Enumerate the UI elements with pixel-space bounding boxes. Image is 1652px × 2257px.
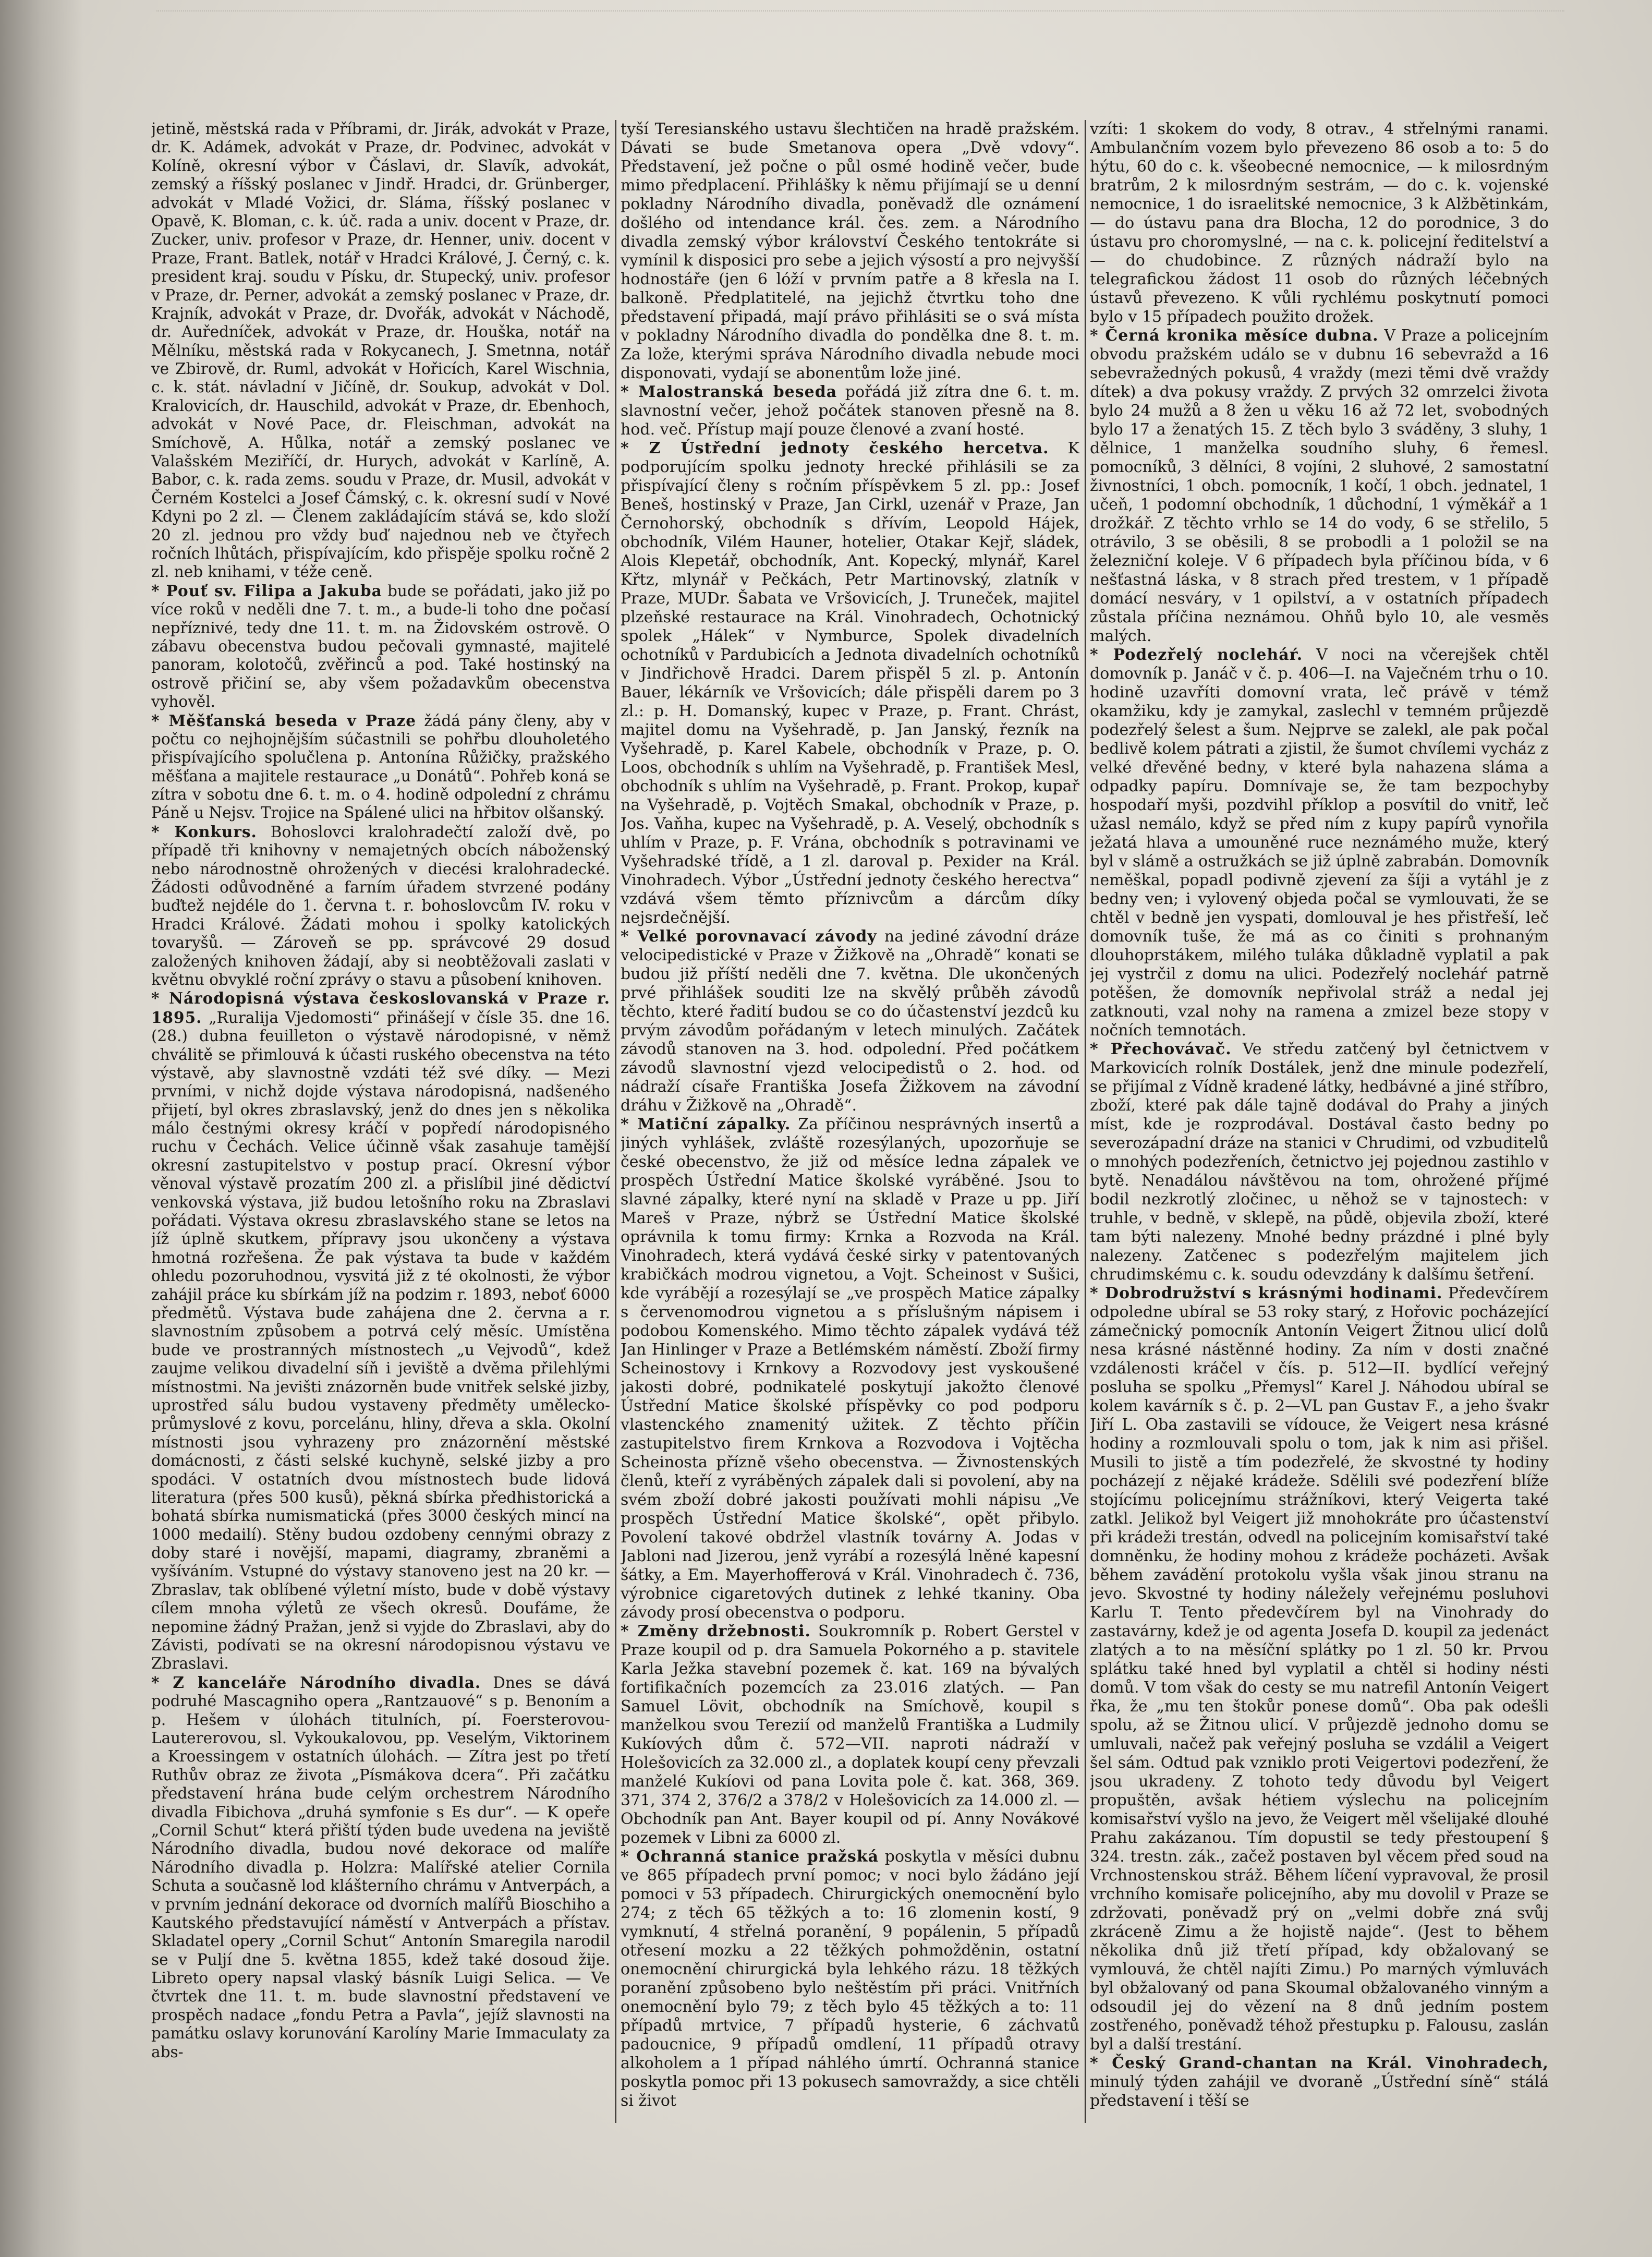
text-column-right [1090,120,1549,2123]
article-heading: * Měšťanská beseda v Praze [151,711,417,730]
article-text: vzíti: 1 skokem do vody, 8 otrav., 4 střelnými ranami. Ambulančním vozem bylo převezeno 86 osob a to: 5 do hýtu, 60 do c. k. všeobecné nemocnice, — k milosrdným bratrům, 2 k milosrdným sestrám, — do c. k. vojenské nemocnice, 1 do israelitské nemocnice, 3 k Alžbětinkám, — do ústavu pana dra Blocha, 12 do porodnice, 3 do ústavu pro choromyslné, — na c. k. policejní ředitelství a — do chudobince. Z různých nádraží bylo na telegrafickou žádost 11 osob do různých léčebných ústavů převezeno. K vůli rychlému poskytnutí pomoci bylo v 15 případech použito drožek. [1090,120,1549,326]
article-text: Soukromník p. Robert Gerstel v Praze koupil od p. dra Samuela Pokorného a p. stavitele Karla Ježka stavební pozemek č. kat. 169 na bývalých fortifikačních pozemcích za 23.016 zlatých. — Pan Samuel Lövit, obchodník na Smíchově, koupil s manželkou svou Terezií od manželů Františka a Ludmily Kukíových dům č. 572—VII. naproti nádraží v Holešovicích za 32.000 zl., a doplatek koupí ceny převzali manželé Kukíovi od pana Lovita pole č. kat. 368, 369. 371, 374 2, 376/2 a 378/2 v Holešovicích za 14.000 zl. — Obchodník pan Ant. Bayer koupil od pí. Anny Novákové pozemek v Libni za 6000 zl. [621,1622,1079,1847]
article-heading: * Z kanceláře Národního divadla. [151,1673,481,1692]
article-heading: * Pouť sv. Filipa a Jakuba [151,581,382,600]
text-column-left [151,120,610,2123]
article-heading: * Dobrodružství s krásnými hodinami. [1090,1284,1443,1302]
article-heading: * Změny držebnosti. [621,1622,811,1640]
article-heading: * Přechovávač. [1090,1040,1232,1058]
article-paragraph [621,927,1079,1115]
article-paragraph [1090,1284,1549,2054]
article-paragraph [1090,120,1549,327]
article-text: na jediné závodní dráze velocipedistické v Praze v Žižkově na „Ohradě“ konati se budou již příští neděli dne 7. května. Dle ukončených prvé přihlášek souditi lze na skvělý průběh závodů těchto, které řadití budou se co do účastenství jezdců ku prvým závodům pořádaným v letech minulých. Začátek závodů stanoven na 3. hod. odpolední. Před počátkem závodů slavnostní vjezd velocipedistů o 2. hod. od nádraží císaře Františka Josefa Žižkovem na závodní dráhu v Žižkově na „Ohradě“. [621,927,1079,1115]
text-column-middle [621,120,1079,2123]
article-heading: * Ochranná stanice pražská [621,1848,879,1866]
article-text: V noci na včerejšek chtěl domovník p. Janáč v č. p. 406—I. na Vaječném trhu o 10. hodině uzavříti domovní vrata, leč právě v témž okamžiku, kdy je zamykal, zaslechl v temném průjezdě podezřelý šelest a šum. Nejprve se zalekl, ale pak počal bedlivě kolem pátrati a zjistil, že šumot chvílemi vycház z velké dřevěné bedny, v které byla nahazena sláma a odpadky papíru. Domnívaje se, že tam bezpochyby hospodaří myši, pozdvihl příklop a posvítil do vnitř, leč užasl nemálo, když se před ním z kupy papírů vynořila ježatá hlava a umouněné ruce neznámého muže, který byl v slámě a ostružkách se již úplně zabrabán. Domovník neměškal, popadl podivně zjevení za šíji a vytáhl je z bedny ven; i vylovený objeda počal se vymlouvati, že se chtěl v bedně jen vyspati, domlouval je hes přistřeší, leč domovník tuše, že má as co činiti s prohnaným dlouhoprstákem, milého tuláka důkladně vyplatil a pak jej vystrčil z domu na ulici. Podezřelý nocleháŕ patrně potěšen, že domovník nepřivolal stráž a nedal jej zatknouti, vzal nohy na ramena a zmizel beze stopy v nočních temnotách. [1090,646,1549,1040]
article-text: jetině, městská rada v Příbrami, dr. Jirák, advokát v Praze, dr. K. Adámek, advokát v Praze, dr. Podvinec, advokát v Kolíně, okresní výbor v Čáslavi, dr. Slavík, advokát, zemský a říšský poslanec v Jindř. Hradci, dr. Grünberger, advokát v Mladé Vožici, dr. Sláma, říšský poslanec v Opavě, K. Bloman, c. k. úč. rada a univ. docent v Praze, dr. Zucker, univ. profesor v Praze, dr. Henner, univ. docent v Praze, Frant. Batlek, notář v Hradci Králové, J. Černý, c. k. president kraj. soudu v Písku, dr. Stupecký, univ. profesor v Praze, dr. Perner, advokát a zemský poslanec v Praze, dr. Krajník, advokát v Praze, dr. Dvořák, advokát v Náchodě, dr. Auředníček, advokát v Praze, dr. Houška, notář na Mělníku, městská rada v Rokycanech, J. Smetnna, notář ve Zbirově, dr. Ruml, advokát v Hořicích, Karel Wischnia, c. k. stát. návladní v Jičíně, dr. Soukup, advokát v Dol. Kralovicích, dr. Hauschild, advokát v Praze, dr. Ebenhoch, advokát v Nové Pace, dr. Fleischman, advokát na Smíchově, A. Hůlka, notář a zemský poslanec ve Valašském Meziříčí, dr. Hurych, advokát v Karlíně, A. Babor, c. k. rada zems. soudu v Praze, dr. Musil, advokát v Černém Kostelci a Josef Čámský, c. k. okresní sudí v Nové Kdyni po 2 zl. — Členem zakládajícím stává se, kdo složí 20 zl. jednou pro vždy buď najednou neb ve čtyřech ročních lhůtách, přispívajícím, kdo přispěje spolku ročně 2 zl. neb knihami, v téže ceně. [151,120,610,581]
article-text: minulý týden zahájil ve dvoraně „Ústřední síně“ stálá představení i těší se [1090,2073,1549,2110]
article-heading: * Malostranská beseda [621,383,837,401]
article-paragraph [621,1622,1079,1848]
article-paragraph [1090,327,1549,646]
article-paragraph [621,439,1079,927]
article-paragraph [621,383,1079,439]
article-text: pořádá již zítra dne 6. t. m. slavnostní večer, jehož počátek stanoven přesně na 8. hod. več. Přístup mají pouze členové a zvaní hosté. [621,383,1079,439]
article-text: tyší Teresianského ustavu šlechtičen na hradě pražském. Dávati se bude Smetanova opera „Dvě vdovy“. Představení, jež počne o půl osmé hodině večer, bude mimo předplacení. Přihlášky k němu přijímají se u denní pokladny Národního divadla, poněvadž dle oznámení došlého od intendance král. čes. zem. a Národního divadla zemský výbor království Českého tentokráte si vymínil k disposici pro sebe a jejich výsostí a pro nejvyšší hodnostáře (jen 6 lóží v prvním patře a 8 křesla na I. balkoně. Předplatitelé, na jejichž čtvrtku toho dne představení připadá, mají právo přihlásiti se o svá místa v pokladny Národního divadla do pondělka dne 8. t. m. Za lože, kterými správa Národního divadla nebude moci disponovati, vydají se abonentům lože jiné. [621,120,1079,382]
article-text: V Praze a policejním obvodu pražském událo se v dubnu 16 sebevražd a 16 sebevražedných pokusů, 4 vraždy (mezi těmi dvě vraždy dítek) a dva pokusy vraždy. Z prvých 32 omrzelci života bylo 24 mužů a 8 žen u věku 16 až 72 let, svobodných bylo 17 a ženatých 15. Z těch bylo 3 sváděny, 3 sluhy, 1 dělnice, 1 manželka soudního sluhy, 6 řemesl. pomocníků, 3 dělníci, 8 vojíni, 2 sluhové, 2 samostatní živnostníci, 1 obch. pomocník, 1 kočí, 1 obch. jednatel, 1 učeň, 1 podomní obchodník, 1 důchodní, 1 výměkář a 1 drožkář. Z těchto vrhlo se 14 do vody, 6 se střelilo, 5 otrávilo, 3 se oběsili, 8 se probodli a 1 položil se na železniční koleje. V 6 případech byla příčinou bída, v 6 nešťastná láska, v 8 strach před trestem, v 1 případě domácí nesváry, v 1 opilství, a v ostatních případech zůstala příčina neznámou. Ohňů bylo 10, ale vesměs malých. [1090,327,1549,645]
article-heading: * Český Grand-chantan na Král. Vinohradech, [1090,2054,1549,2072]
article-text: Předevčírem odpoledne ubíral se 53 roky starý, z Hořovic pocházející zámečnický pomocník Antonín Veigert Žitnou ulicí dolů nesa krásné nástěnné hodiny. Za ním v dosti značné vzdálenosti kráčel v čís. p. 512—II. bydlící veřejný posluha se spolku „Přemysl“ Karel J. Náhodou ubíral se kolem kavárník s č. p. 2—VL pan Gustav F., a jeho švakr Jiří L. Oba zastavili se vídouce, že Veigert nesa krásné hodiny a rozmlouvali spolu o tom, jak k nim asi přišel. Musili to jistě a tím podezřelé, že skvostné ty hodiny pocházejí z nějaké krádeže. Sdělili své podezření blíže stojícímu policejnímu strážníkovi, který Veigerta také zatkl. Jelikož byl Veigert již mnohokráte pro účastenství při krádeži trestán, odvedl na policejním komisařství také domněnku, že hodiny mohou z krádeže pocházeti. Avšak během zavádění protokolu vyšla však jinou stranu na jevo. Skvostné ty hodiny náležely veřejnému posluhovi Karlu T. Tento předevčírem byl na Vinohrady do zastavárny, kdež je od agenta Josefa D. koupil za jedenáct zlatých a to na měsíční splátky po 1 zl. 50 kr. Prvou splátku také hned byl vyplatil a chtěl si hodiny nésti domů. V tom však do cesty se mu natrefil Antonín Veigert řka, že „mu ten štokůr ponese domů“. Oba pak odešli spolu, až se Žitnou ulicí. V průjezdě jednoho domu se umluvali, načež pak veřejný posluha se vzdálil a Veigert šel sám. Odtud pak vzniklo proti Veigertovi podezření, že jsou ukradeny. Z tohoto tedy důvodu byl Veigert propuštěn, avšak hétiem výslechu na policejním komisařství vyšlo na jevo, že Veigert měl všelijaké dlouhé Prahu zakázanou. Tím dopustil se tedy přestoupení § 324. trestn. zák., začež postaven byl věcem před soud na Vrchnostenskou stráž. Během líčení vypravoval, že prosil vrchního komisaře policejního, aby mu dovolil v Praze se zdržovati, poněvadž prý on „velmi dobře zná svůj zkráceně Zimu a že hojistě najde“. (Jest to během několika dnů již třetí případ, kdy obžalovaný se vymlouvá, že chtěl najíti Zimu.) Po marných výmluvách byl obžalovaný od pana Skoumal obžalovaného vinným a odsoudil jej do vězení na 8 dnů jedním postem zostřeného, poněvadž téhož přestupku p. Falousu, zaslán byl a další trestání. [1090,1284,1549,2054]
article-text: bude se pořádati, jako již po více roků v neděli dne 7. t. m., a bude-li toho dne počasí nepříznivé, tedy dne 11. t. m. na Židovském ostrově. O zábavu obecenstva budou pečovali gymnasté, majitelé panoram, kolotočů, zvěřinců a pod. Také hostinský na ostrově přičiní se, aby všem požadavkům obecenstva vyhověl. [151,582,610,711]
article-text: „Ruralija Vjedomosti“ přinášejí v čísle 35. dne 16. (28.) dubna feuilleton o výstavě národopisné, v němž chválitě se přimlouvá k účasti ruského obecenstva na této výstavě, aby slavnostně vzdáti též své díky. — Mezi prvními, v nichž dojde výstava národopisná, nadšeného přijetí, byl okres zbraslavský, jenž do dnes jen s několika málo čestnými okresy kráčí v popředí národopisného ruchu v Čechách. Velice účinně však zasahuje tamější okresní zastupitelstvo v postup prací. Okresní výbor věnoval výstavě prozatím 200 zl. a přislíbil jiné dědictví venkovská výstava, již budou letošního roku na Zbraslavi pořádati. Výstava okresu zbraslavského stane se letos na jíž úplně skutkem, přípravy jsou ukončeny a výstava hmotná rozřešena. Že pak výstava ta bude v každém ohledu pozoruhodnou, vysvitá již z té okolnosti, že výbor zahájil práce ku sbírkám jíž na podzim r. 1893, neboť 6000 předmětů. Výstava bude zahájena dne 2. června a r. slavnostním způsobem a potrvá celý měsíc. Umístěna bude ve prostranných místnostech „u Vejvodů“, kdež zaujme velikou divadelní síň i jeviště a dvěma přilehlými místnostmi. Na jevišti znázorněn bude vnitřek selské jizby, uprostřed sálu budou vystaveny předměty umělecko-průmyslové z kovu, porcelánu, hliny, dřeva a skla. Okolní místnosti jsou vyhrazeny pro znázornění městské domácnosti, z části selské kuchyně, selské jizby a pro spodáci. V ostatních dvou místnostech bude lidová literatura (přes 500 kusů), pěkná sbírka předhistorická a bohatá sbírka numismatická (přes 3000 českých mincí na 1000 medailí). Stěny budou ozdobeny cennými obrazy z doby staré i novější, mapami, diagramy, zbraněmi a vyšíváním. Vstupné do výstavy stanoveno jest na 20 kr. — Zbraslav, tak oblíbené výletní místo, bude v době výstavy cílem mnoha výletů ze všech okresů. Doufáme, že nepomine žádný Pražan, jenž si vyjde do Zbraslavi, aby do Závisti, podívati se na okresní národopisnou výstavu ve Zbraslavi. [151,1008,610,1673]
article-paragraph [1090,646,1549,1040]
article-paragraph [621,1848,1079,2110]
article-heading: * Podezřelý nocleháŕ. [1090,646,1303,664]
article-paragraph [151,1673,610,2061]
column-divider [1085,120,1086,2123]
article-heading: * Černá kronika měsíce dubna. [1090,327,1379,345]
article-paragraph [151,120,610,582]
article-heading: * Z Ústřední jednoty českého hercetva. [621,439,1049,457]
article-paragraph [621,120,1079,383]
article-text: Bohoslovci kralohradečtí založí dvě, po případě tři knihovny v nemajetných obcích náboženský nebo národnostně ohrožených v diecési kralohradecké. Žádosti odůvodněné a farním úřadem stvrzené podány buďtež nejdéle do 1. červnа t. r. bohoslovcům IV. roku v Hradci Králové. Žádati mohou i spolky katolických tovaryšů. — Zároveň se pp. správcové 29 dosud založených knihoven žádají, aby si neobtěžovali zaslati v květnu obvyklé roční zprávy o stavu a působení knihoven. [151,823,610,988]
article-text: žádá pány členy, aby v počtu co nejhojnějším súčastnili se pohřbu dlouholetého přispívajícího spolučlena p. Antonína Růžičky, pražského měšťana a majitele restaurace „u Donátů“. Pohřeb koná se zítra v sobotu dne 6. t. m. o 4. hodině odpolední z chrámu Páně u Nejsv. Trojice na Spálené ulici na hřbitov olšanský. [151,711,610,822]
page-top-edge [156,10,1564,27]
article-paragraph [621,1115,1079,1622]
article-text: Ve středu zatčený byl četnictvem v Markovicích rolník Dostálek, jenž dne minule podezřelí, se přijímal z Vídně kradené látky, hedbávné a jiné stříbro, zboží, které pak dále tajně dodával do Prahy a jiných míst, kde je rozprodával. Dostával často bedny po severozápadní dráze na stanici v Chrudimi, od vzbuditelů o mnohých podezřeních, četnictvo jej pojednou zastihlo v bytě. Nenadálou návštěvou na tom, ohrožené příjmé bodil nezkrotlý zločinec, u něhož se v tajnostech: v truhle, v bedně, v sklepě, na půdě, objevila zboží, které tam býti nalezeny. Mnohé bedny prázdné i plné byly nalezeny. Zatčenec s podezřelým majitelem jich chrudimskému c. k. soudu odevzdány k dalšímu šetření. [1090,1040,1549,1284]
article-paragraph [1090,1040,1549,1284]
article-paragraph [1090,2054,1549,2110]
article-paragraph [151,711,610,823]
page-edge-shadow [0,0,83,2257]
article-text: poskytla v měsíci dubnu ve 865 případech první pomoc; v noci bylo žádáno její pomoci v 53 případech. Chirurgických onemocnění bylo 274; z těch 65 těžkých a to: 16 zlomenin kostí, 9 vymknutí, 4 střelná poranění, 9 popálenin, 5 případů otřesení mozku a 22 těžkých pohmožděnin, ostatní onemocnění chirurgická byla lehkého rázu. 18 těžkých poranění způsobeno bylo neštěstím při práci. Vnitřních onemocnění bylo 79; z těch bylo 45 těžkých a to: 11 případů mrtvice, 7 případů hysterie, 6 záchvatů padoucnice, 9 případů omdlení, 11 případů otravy alkoholem a 1 případ náhlého úmrtí. Ochranná stanice poskytla pomoc při 13 pokusech samovraždy, a sice chtěli si život [621,1848,1079,2110]
article-paragraph [151,989,610,1673]
article-heading: * Národopisná výstava českoslovanská v Praze r. 1895. [151,989,610,1027]
column-divider [615,120,616,2123]
article-heading: * Velké porovnavací závody [621,927,877,946]
article-text: Za příčinou nesprávných insertů a jiných vyhlášek, zvláště rozesýlaných, upozorňuje se české obecenstvo, že již od měsíce ledna zápalek ve prospěch Ústřední Matice školské vyráběné. Jsou to slavné zápalky, které nyní na skladě v Praze u pp. Jiří Mareš v Praze, nýbrž se Ústřední Matice školské oprávnila k tomu firmy: Krnka a Rozvoda na Král. Vinohradech, která vydává české sirky v patentovaných krabičkách modrou vignetou, a Vojt. Scheinost v Sušici, kde vyrábějí a rozesýlají se „ve prospěch Matice zápalky s červenomodrou vignetou a s příslušným nápisem i podobou Komenského. Mimo těchto zápalek vydává též Jan Hinlinger v Praze a Betlémském náměstí. Zboží firmy Scheinostovy i Krnkovy a Rozvodovy jest vyskoušené jakosti dobré, podnikatelé poskytují jakožto členové Ústřední Matice školské příspěvky co pod podporu vlastenckého znamenitý užitek. Z těchto příčin zastupitelstvo firem Krnkova a Rozvodova i Vojtěcha Scheinosta přízně všeho obecenstva. — Živnostenských členů, kteří z vyráběných zápalek dali si povolení, aby na svém zboží dobré jakosti používati mohli nápisu „Ve prospěch Ústřední Matice školské“, opět přibylo. Povolení takové obdržel vlastník továrny A. Jodas v Jabloni nad Jizerou, jenž vyrábí a rozesýlá lněné kapesní šátky, a Em. Mayerhofferová v Král. Vinohradech č. 736, výrobnice cigaretových dutinek z lehké tkaniny. Oba závody prosí obecenstva o podporu. [621,1115,1079,1622]
article-heading: * Matiční zápalky. [621,1115,791,1133]
article-text: K podporujícím spolku jednoty hrecké přihlásili se za přispívající členy s ročním příspěvkem 5 zl. pp.: Josef Beneš, hostinský v Praze, Jan Cirkl, uzenář v Praze, Jan Černohorský, obchodník s dřívím, Leopold Hájek, obchodník, Vilém Hauner, hotelier, Otakar Kejř, sládek, Alois Klepetář, obchodník, Ant. Kopecký, mlynář, Karel Křtz, mlynář v Pečkách, Petr Martinovský, zlatník v Praze, MUDr. Šabata ve Vršovicích, J. Truneček, majitel plzeňské restaurace na Král. Vinohradech, Ochotnický spolek „Hálek“ v Nymburce, Spolek divadelních ochotníků v Pardubicích a Jednota divadelních ochotníků v Jindřichově Hradci. Darem přispěl 5 zl. p. Antonín Bauer, lékárník ve Vršovicích; dále přispěli darem po 3 zl.: p. H. Domanský, kupec v Praze, p. Frant. Chrást, majitel domu na Vyšehradě, p. Jan Janský, řezník na Vyšehradě, p. Karel Kabele, obchodník v Praze, p. O. Loos, obchodník s uhlím na Vyšehradě, p. František Mesl, obchodník s uhlím na Vyšehradě, p. Frant. Prokop, kupař na Vyšehradě, p. Vojtěch Smakal, obchodník v Praze, p. Jos. Vaňha, kupec na Vyšehradě, p. A. Veselý, obchodník s uhlím v Praze, p. F. Vrána, obchodník s potravinami ve Vyšehradské třídě, a 1 zl. daroval p. Pexider na Král. Vinohradech. Výbor „Ústřední jednoty českého herectva“ vzdává všem těmto příznivcům a dárcům díky nejsrdečnější. [621,439,1079,927]
article-paragraph [151,823,610,989]
article-text: Dnes se dává podruhé Mascagniho opera „Rantzauové“ s p. Benoním a p. Hešem v úlohách titulních, pí. Foersterovou-Lautererovou, sl. Vykoukalovou, pp. Veselým, Viktorinem a Kroessingem v ostatních úlohách. — Zítra jest po třetí Ruthův obraz ze života „Písmákova dcera“. Při začátku představení hrána bude celým orchestrem Národního divadla Fibichova „druhá symfonie s Es dur“. — K opeře „Cornil Schut“ která přiští týden bude uvedena na jeviště Národního divadla, budou nové dekorace od malíře Národního divadla p. Holzra: Malířské atelier Cornila Schuta a současně lod klášterního chrámu v Antverpách, a v prvním jednání dekorace od dvorních malířů Bioschiho a Kautského představující náměstí v Antverpách a přístav. Skladatel opery „Cornil Schut“ Antonín Smaregila narodil se v Puljí dne 5. května 1855, kdež také dosoud žije. Libreto opery napsal vlaský básník Luigi Selica. — Ve čtvrtek dne 11. t. m. bude slavnostní představení ve prospěch nadace „fondu Petra a Pavla“, jejíž slavnosti na památku oslavy korunování Karolíny Marie Immaculaty za abs- [151,1673,610,2061]
article-heading: * Konkurs. [151,822,257,841]
article-paragraph [151,582,610,711]
